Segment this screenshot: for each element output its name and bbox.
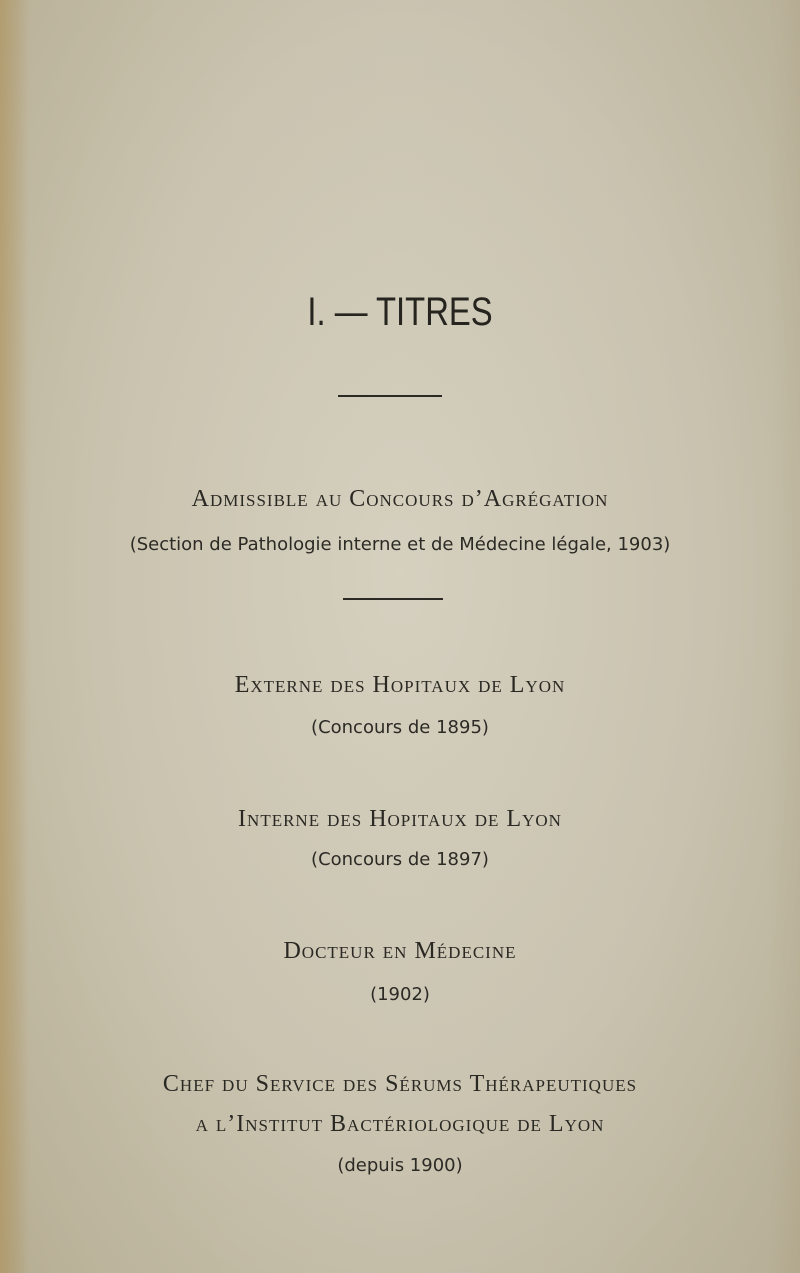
entry-heading-docteur: Docteur en Médecine [283, 938, 517, 964]
entry-heading-externe: Externe des Hopitaux de Lyon [234, 672, 566, 698]
entry-heading-interne: Interne des Hopitaux de Lyon [238, 806, 562, 832]
entry-heading-agregation: Admissible au Concours d’Agrégation [191, 486, 609, 512]
entry-detail-docteur: (1902) [370, 984, 430, 1005]
entry-heading-chef-line2: a l’Institut Bactériologique de Lyon [195, 1111, 605, 1137]
entry-detail-agregation: (Section de Pathologie interne et de Médecine légale, 1903) [129, 534, 671, 555]
section-divider [343, 598, 443, 600]
entry-heading-chef-line1: Chef du Service des Sérums Thérapeutiques [162, 1071, 638, 1097]
entry-detail-externe: (Concours de 1895) [311, 717, 489, 738]
title-divider [338, 395, 442, 397]
entry-detail-chef: (depuis 1900) [337, 1155, 463, 1176]
entry-detail-interne: (Concours de 1897) [311, 849, 489, 870]
section-title: I. — TITRES [307, 290, 493, 334]
